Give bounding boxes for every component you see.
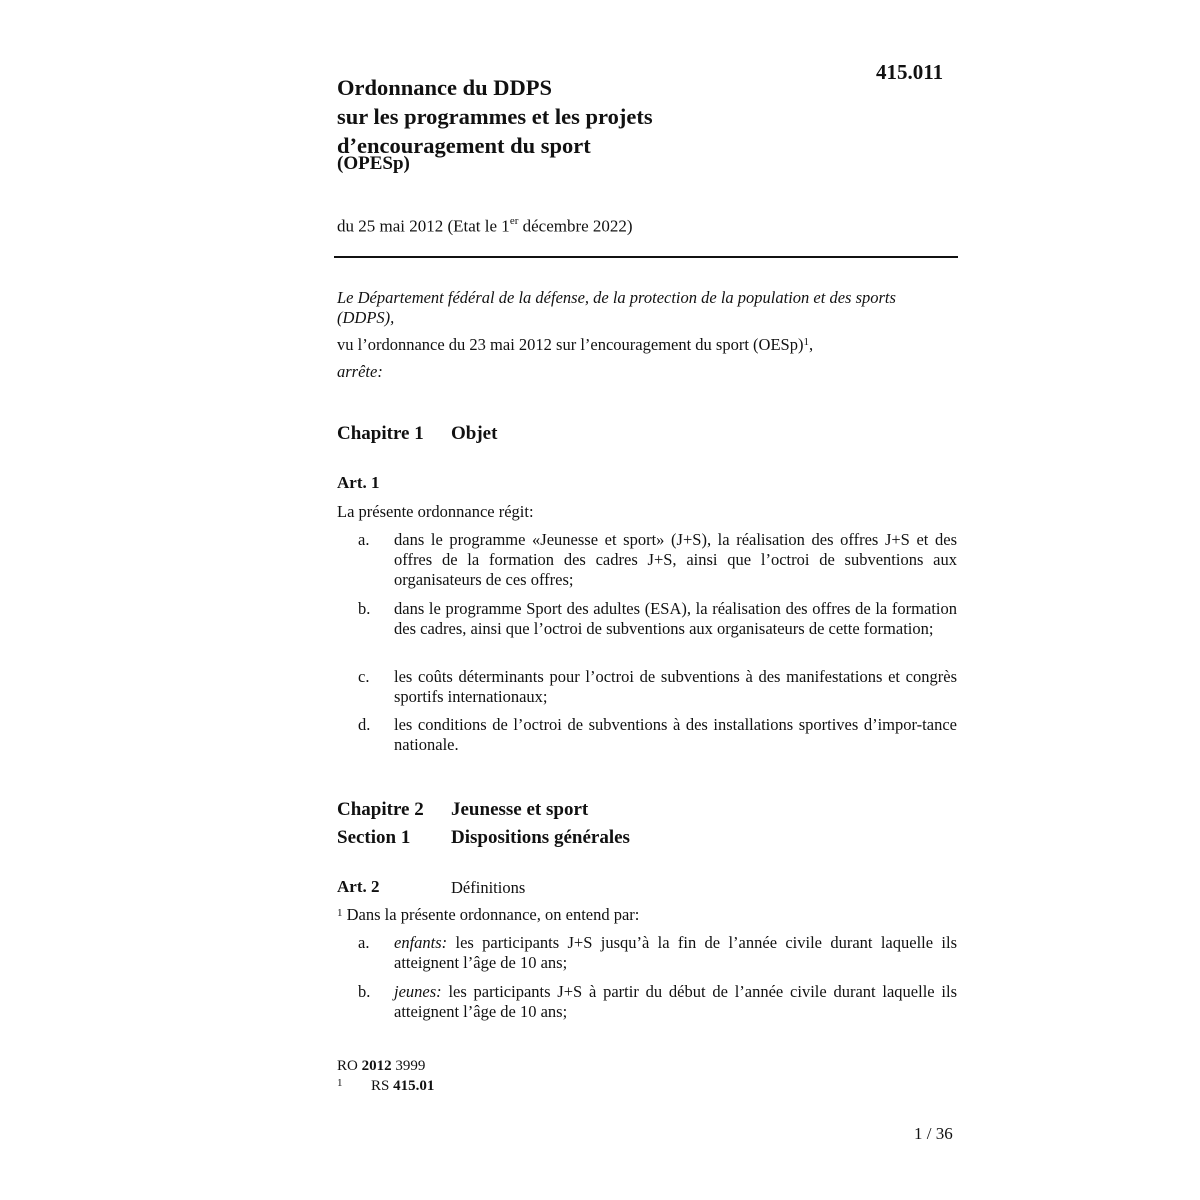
section-title: Dispositions générales	[451, 827, 630, 848]
intro-text: Dans la présente ordonnance, on entend par:	[342, 905, 640, 924]
list-text	[394, 982, 957, 1022]
preamble-authority: Le Département fédéral de la défense, de la protection de la population et des sports (DDPS),	[337, 288, 896, 327]
section-1-heading	[337, 827, 630, 849]
footnote-number: 1	[337, 1077, 343, 1089]
date-suffix: décembre 2022)	[518, 216, 633, 236]
date-superscript: er	[509, 215, 519, 227]
list-item	[337, 667, 957, 707]
title-line: Ordonnance du DDPS	[337, 75, 553, 100]
list-letter: d.	[358, 715, 371, 734]
title-line: sur les programmes et les projets	[337, 104, 653, 129]
list-item	[337, 982, 957, 1022]
document-title	[337, 73, 857, 160]
defined-term: jeunes:	[394, 982, 442, 1001]
vu-end: ,	[808, 335, 814, 354]
document-abbreviation: (OPESp)	[337, 153, 410, 174]
preamble-arrete: arrête:	[337, 362, 383, 381]
footnote-ref[interactable]: 1	[803, 336, 809, 348]
ro-reference	[337, 1058, 425, 1075]
article-2-heading	[337, 877, 637, 897]
list-item	[337, 933, 957, 973]
chapter-label: Chapitre 2	[337, 799, 424, 820]
paragraph-number: 1	[337, 907, 343, 919]
footnote-text	[371, 1078, 434, 1095]
document-date	[337, 216, 633, 237]
chapter-title: Jeunesse et sport	[451, 799, 589, 820]
list-letter: a.	[358, 530, 370, 549]
footnote-ref-number: 415.01	[393, 1078, 435, 1094]
list-text: dans le programme Sport des adultes (ESA), la réalisation des offres de la formation des cadres, ainsi que l’octroi de subventions aux organisateurs de cette formation;	[394, 599, 957, 638]
list-letter: a.	[358, 933, 370, 952]
date-prefix: du 25 mai 2012 (Etat le 1	[337, 216, 510, 236]
article-2-intro	[337, 905, 639, 927]
title-line: d’encouragement du sport	[337, 133, 591, 158]
list-letter: b.	[358, 982, 371, 1001]
sr-number: 415.011	[876, 60, 944, 84]
ro-page: 3999	[391, 1058, 426, 1074]
ro-year: 2012	[361, 1058, 392, 1074]
list-text: les coûts déterminants pour l’octroi de subventions à des manifestations et congrès sportifs internationaux;	[394, 667, 957, 706]
page-number: 1 / 36	[914, 1124, 953, 1143]
vu-text: vu l’ordonnance du 23 mai 2012 sur l’encouragement du sport (OESp)	[337, 335, 804, 354]
definition-text: les participants J+S jusqu’à la fin de l’année civile durant laquelle ils atteignent l’âge de 10 ans;	[394, 933, 957, 972]
header-rule	[334, 256, 958, 258]
chapter-2-heading	[337, 799, 588, 821]
chapter-1-heading	[337, 423, 497, 445]
list-item	[337, 599, 957, 639]
list-letter: b.	[358, 599, 371, 618]
list-text	[394, 933, 957, 973]
article-1-intro: La présente ordonnance régit:	[337, 502, 534, 521]
article-title: Définitions	[451, 878, 526, 897]
defined-term: enfants:	[394, 933, 448, 952]
ro-prefix: RO	[337, 1058, 362, 1074]
chapter-label: Chapitre 1	[337, 423, 424, 444]
list-item	[337, 715, 957, 755]
preamble-vu	[337, 335, 957, 357]
list-letter: c.	[358, 667, 370, 686]
list-text: dans le programme «Jeunesse et sport» (J+S), la réalisation des offres J+S et des offres de la formation des cadres J+S, ainsi que l’octroi de subventions aux organisateurs de ces offres;	[394, 530, 957, 589]
footnote-prefix: RS	[371, 1078, 394, 1094]
article-1-label: Art. 1	[337, 473, 380, 492]
definition-text: les participants J+S à partir du début de l’année civile durant laquelle ils atteignent l’âge de 10 ans;	[394, 982, 957, 1021]
article-label: Art. 2	[337, 877, 380, 896]
list-item	[337, 530, 957, 590]
chapter-title: Objet	[451, 423, 498, 444]
section-label: Section 1	[337, 827, 411, 848]
list-text: les conditions de l’octroi de subventions à des installations sportives d’impor-tance nationale.	[394, 715, 957, 754]
